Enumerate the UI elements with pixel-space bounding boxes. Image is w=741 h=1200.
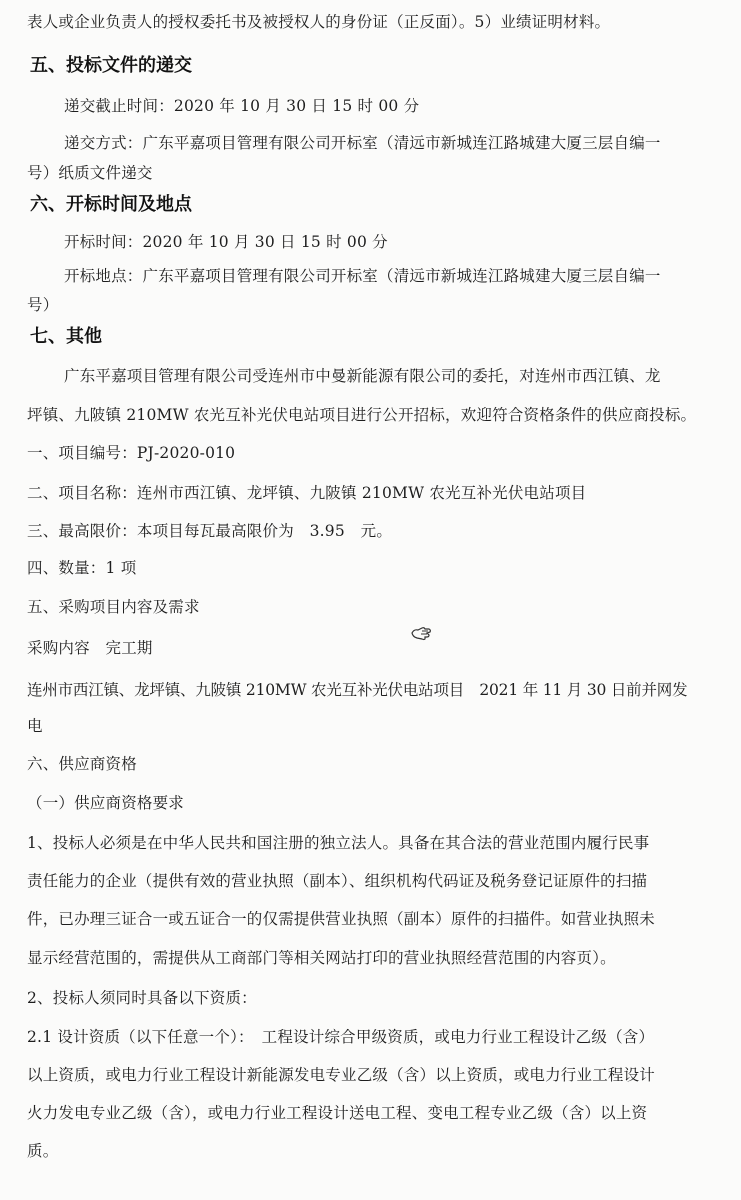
text-line: （一）供应商资格要求 (27, 794, 185, 812)
text-line: 1、投标人必须是在中华人民共和国注册的独立法人。具备在其合法的营业范围内履行民事 (27, 834, 650, 852)
text-line: 开标时间：2020 年 10 月 30 日 15 时 00 分 (64, 233, 388, 251)
text-line: 三、最高限价：本项目每瓦最高限价为 3.95 元。 (27, 522, 393, 540)
text-line: 广东平嘉项目管理有限公司受连州市中曼新能源有限公司的委托，对连州市西江镇、龙 (64, 367, 661, 385)
text-line: 责任能力的企业（提供有效的营业执照（副本）、组织机构代码证及税务登记证原件的扫描 (27, 872, 648, 890)
text-line: 电 (27, 717, 43, 735)
text-line: 五、采购项目内容及需求 (27, 598, 200, 616)
text-line: 以上资质，或电力行业工程设计新能源发电专业乙级（含）以上资质，或电力行业工程设计 (27, 1066, 656, 1084)
text-line: 二、项目名称：连州市西江镇、龙坪镇、九陂镇 210MW 农光互补光伏电站项目 (27, 484, 587, 502)
text-line: 号）纸质文件递交 (27, 164, 153, 182)
text-line: 连州市西江镇、龙坪镇、九陂镇 210MW 农光互补光伏电站项目 2021 年 11 月 30 日前并网发 (27, 681, 688, 699)
text-line: 表人或企业负责人的授权委托书及被授权人的身份证（正反面）。5）业绩证明材料。 (27, 13, 611, 31)
text-line: 件，已办理三证合一或五证合一的仅需提供营业执照（副本）原件的扫描件。如营业执照未 (27, 910, 656, 928)
text-line: 2、投标人须同时具备以下资质： (27, 989, 257, 1007)
text-line: 火力发电专业乙级（含），或电力行业工程设计送电工程、变电工程专业乙级（含）以上资 (27, 1104, 648, 1122)
text-line: 递交方式：广东平嘉项目管理有限公司开标室（清远市新城连江路城建大厦三层自编一 (64, 134, 661, 152)
hand-cursor-icon (410, 624, 432, 642)
text-line: 号） (27, 296, 59, 314)
section-heading: 五、投标文件的递交 (30, 55, 192, 76)
text-line: 采购内容 完工期 (27, 639, 153, 657)
text-line: 开标地点：广东平嘉项目管理有限公司开标室（清远市新城连江路城建大厦三层自编一 (64, 267, 661, 285)
text-line: 显示经营范围的，需提供从工商部门等相关网站打印的营业执照经营范围的内容页）。 (27, 949, 616, 967)
text-line: 一、项目编号：PJ-2020-010 (27, 444, 236, 462)
section-heading: 六、开标时间及地点 (30, 194, 192, 215)
text-line: 坪镇、九陂镇 210MW 农光互补光伏电站项目进行公开招标，欢迎符合资格条件的供应商投标。 (27, 406, 697, 424)
section-heading: 七、其他 (30, 326, 102, 347)
text-line: 六、供应商资格 (27, 755, 137, 773)
text-line: 质。 (27, 1142, 59, 1160)
text-line: 四、数量：1 项 (27, 559, 137, 577)
text-line: 递交截止时间：2020 年 10 月 30 日 15 时 00 分 (64, 97, 420, 115)
text-line: 2.1 设计资质（以下任意一个）： 工程设计综合甲级资质，或电力行业工程设计乙级（含） (27, 1028, 655, 1046)
